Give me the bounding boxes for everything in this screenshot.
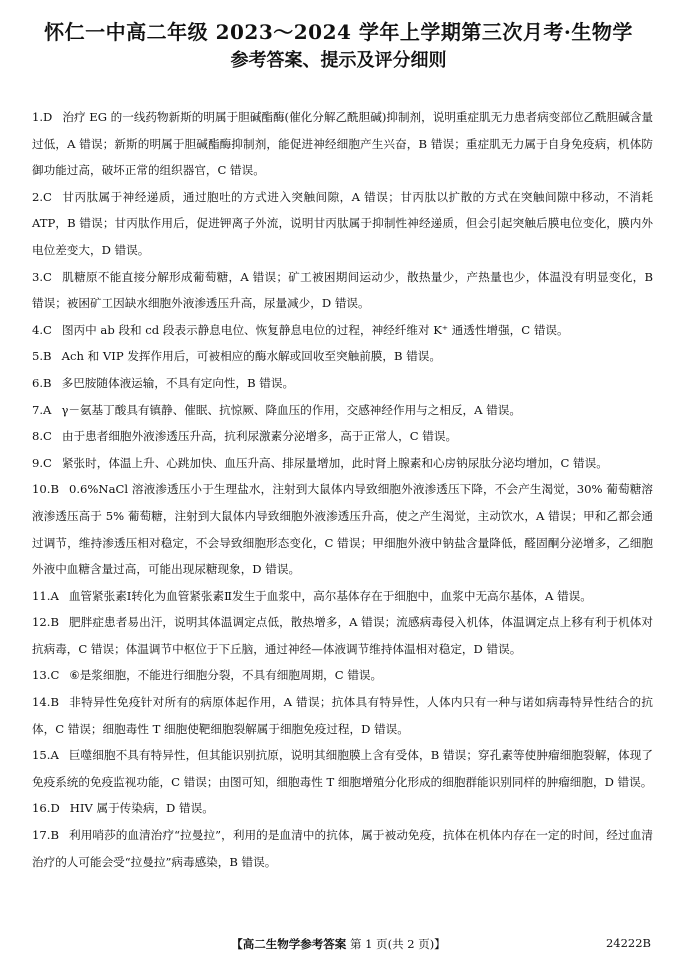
answer-item [32, 397, 653, 424]
answer-number: 4.C [32, 322, 52, 337]
page-title: 怀仁一中高二年级 2023～2024 学年上学期第三次月考·生物学 [44, 20, 633, 44]
answer-number: 14.B [32, 695, 59, 710]
answer-number: 15.A [32, 748, 59, 763]
answer-text: 0.6%NaCl 溶液渗透压小于生理盐水，注射到大鼠体内导致细胞外液渗透压下降，不会产生渴觉，30% 葡萄糖溶液渗透压高于 5% 葡萄糖，注射到大鼠体内导致细胞外液渗透压升高，使之产生渴觉，主动饮水，A 错误；甲和乙都会通过调节，维持渗透压相对稳定，不会导致细胞形态变化，C 错误；甲细胞外液中钠盐含量降低，醛固酮分泌增多，乙细胞外液中血糖含量过高，可能出现尿糖现象，D 错误。 [32, 482, 653, 577]
document-code: 24222B [605, 936, 651, 950]
answer-text: 治疗 EG 的一线药物新斯的明属于胆碱酯酶(催化分解乙酰胆碱)抑制剂，说明重症肌无力患者病变部位乙酰胆碱含量过低，A 错误；新斯的明属于胆碱酯酶抑制剂，能促进神经细胞产生兴奋，B 错误；重症肌无力属于自身免疫病，机体防御功能过高，破坏正常的组织器官，C 错误。 [32, 110, 654, 178]
answer-text: 由于患者细胞外液渗透压升高，抗利尿激素分泌增多，高于正常人，C 错误。 [61, 429, 458, 444]
answer-number: 2.C [32, 189, 52, 204]
page-footer [0, 936, 677, 952]
answer-number: 1.D [32, 110, 53, 124]
answer-text: 紧张时，体温上升、心跳加快、血压升高、排尿量增加，此时肾上腺素和心房钠尿肽分泌均增加，C 错误。 [61, 455, 608, 470]
answer-number: 8.C [32, 429, 52, 444]
answer-text: 肌糖原不能直接分解形成葡萄糖，A 错误；矿工被困期间运动少，散热量少，产热量也少，体温没有明显变化，B 错误；被困矿工因缺水细胞外液渗透压升高，尿量减少，D 错误。 [32, 269, 653, 311]
answer-number: 16.D [32, 801, 60, 816]
answer-number: 12.B [32, 615, 59, 630]
answer-item [32, 104, 653, 184]
answer-item [32, 795, 653, 822]
answer-number: 5.B [32, 349, 52, 364]
answer-item [32, 317, 653, 344]
answer-text: HIV 属于传染病，D 错误。 [69, 801, 214, 816]
answer-text: 利用哨莎的血清治疗“拉曼拉”，利用的是血清中的抗体，属于被动免疫，抗体在机体内存在一定的时间，经过血清治疗的人可能会受“拉曼拉”病毒感染，B 错误。 [32, 828, 653, 869]
answer-text: 肥胖症患者易出汗，说明其体温调定点低，散热增多，A 错误；流感病毒侵入机体，体温调定点上移有利于机体对抗病毒，C 错误；体温调节中枢位于下丘脑，通过神经—体液调节维持体温相对稳定，D 错误。 [32, 615, 653, 656]
answer-number: 17.B [32, 828, 59, 843]
answer-item [32, 742, 653, 795]
page-subtitle: 参考答案、提示及评分细则 [230, 50, 447, 71]
answer-text: 甘丙肽属于神经递质，通过胞吐的方式进入突触间隙，A 错误；甘丙肽以扩散的方式在突触间隙中移动，不消耗 ATP，B 错误；甘丙肽作用后，促进钾离子外流，说明甘丙肽属于抑制性神经递质，但会引起突触后膜电位变化，膜内外电位差变大，D 错误。 [32, 189, 653, 257]
answer-number: 10.B [32, 482, 59, 497]
answer-number: 3.C [32, 269, 52, 284]
answer-item [32, 689, 653, 742]
answer-item [32, 423, 653, 450]
answer-text: 图丙中 ab 段和 cd 段表示静息电位、恢复静息电位的过程，神经纤维对 K⁺ 通透性增强，C 错误。 [61, 322, 569, 337]
answer-item [32, 370, 653, 397]
answer-item [32, 343, 653, 370]
answer-item [32, 476, 653, 582]
answer-text: ⑥是浆细胞，不能进行细胞分裂，不具有细胞周期，C 错误。 [69, 668, 383, 683]
answer-list [32, 104, 653, 875]
answer-item [32, 662, 653, 689]
answer-item [32, 264, 653, 317]
answer-number: 7.A [32, 402, 52, 417]
page-number: 第 1 页(共 2 页)】 [349, 937, 446, 951]
answer-text: 多巴胺随体液运输，不具有定向性，B 错误。 [61, 375, 295, 390]
answer-item [32, 583, 653, 610]
answer-number: 9.C [32, 455, 52, 470]
answer-number: 6.B [32, 375, 52, 390]
footer-label: 【高二生物学参考答案 [231, 937, 347, 951]
answer-item [32, 822, 653, 875]
answer-text: 巨噬细胞不具有特异性，但其能识别抗原，说明其细胞膜上含有受体，B 错误；穿孔素等使肿瘤细胞裂解，体现了免疫系统的免疫监视功能，C 错误；由图可知，细胞毒性 T 细胞增殖分化形成的细胞群能识别同样的肿瘤细胞，D 错误。 [32, 748, 653, 789]
answer-item [32, 184, 653, 264]
answer-text: 非特异性免疫针对所有的病原体起作用，A 错误；抗体具有特异性，人体内只有一种与诺如病毒特异性结合的抗体，C 错误；细胞毒性 T 细胞使靶细胞裂解属于细胞免疫过程，D 错误。 [32, 695, 653, 736]
answer-number: 11.A [32, 588, 59, 603]
answer-number: 13.C [32, 668, 60, 683]
answer-text: γ－氨基丁酸具有镇静、催眠、抗惊厥、降血压的作用，交感神经作用与之相反，A 错误。 [61, 402, 521, 417]
answer-text: Ach 和 VIP 发挥作用后，可被相应的酶水解或回收至突触前膜，B 错误。 [61, 349, 441, 364]
answer-item [32, 450, 653, 477]
answer-text: 血管紧张素Ⅰ转化为血管紧张素Ⅱ发生于血浆中，高尔基体存在于细胞中，血浆中无高尔基体，A 错误。 [68, 588, 592, 603]
answer-item [32, 609, 653, 662]
